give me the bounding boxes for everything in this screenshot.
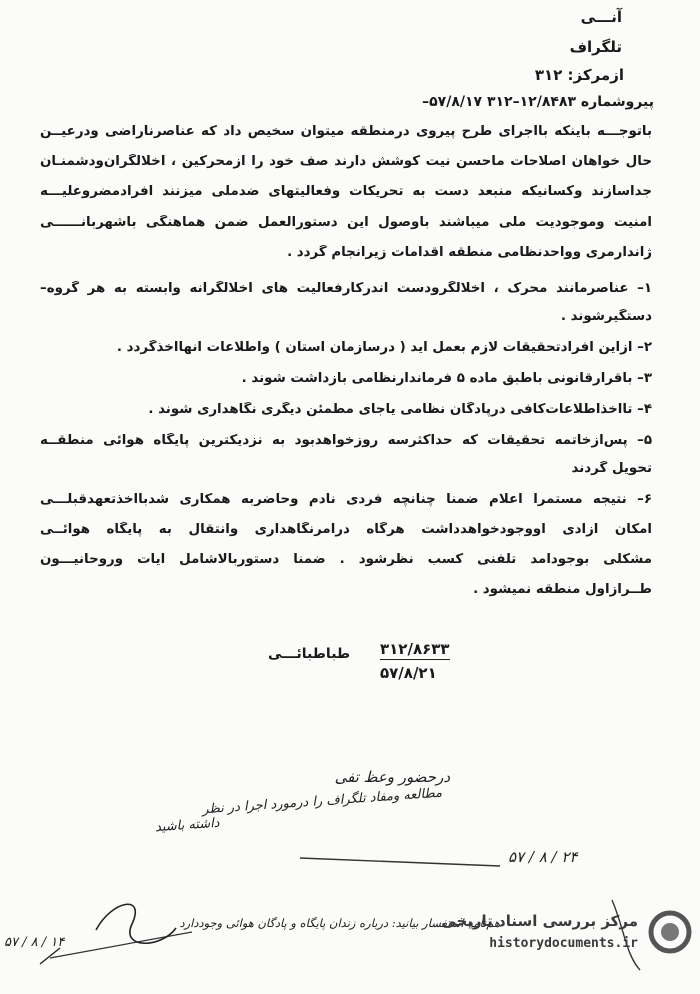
archive-logo-icon	[648, 910, 692, 954]
list-item-6-cont: مشکلی بوجودآمد تلفنی کسب نظرشود . ضمناً دستوربالاشامل آیات وروحانیـــون	[40, 552, 652, 567]
handwritten-bottom-date: ۱۴ / ۸ / ۵۷	[4, 935, 65, 950]
list-item-5-cont: تحویل گردند	[571, 461, 652, 476]
watermark-url: historydocuments.ir	[489, 936, 638, 951]
signature-date: ۵۷/۸/۲۱	[380, 664, 437, 682]
watermark-title: مرکز بررسی اسناد تاریخی	[441, 912, 638, 930]
intro-line: جداسازند وکسانیکه منبعد دست به تحریکات وفعالیتهای ضدملی میزنند افرادمضروعلیـــه	[40, 184, 652, 199]
document-type: تلگراف	[569, 38, 622, 56]
sender-center: ازمرکز: ۳۱۲	[534, 66, 624, 84]
list-item-6-cont: طــرازاول منطقه نمیشود .	[473, 582, 652, 597]
intro-line: ژاندارمری وواحدنظامی منطقه اقدامات زیرانجام گردد .	[287, 245, 652, 260]
list-item-1: ۱– عناصرمانند محرک ، اخلالگرودست اندرکارفعالیت های اخلالگرانه وابسته به هر گروه–	[40, 281, 652, 296]
intro-line: حال خواهان اصلاحات ماحسن نیت کوشش دارند صف خود را ازمحرکین ، اخلالگران‌ودشمنـان	[40, 154, 652, 169]
handwritten-date: ۲۴ / ۸ / ۵۷	[508, 848, 578, 866]
signature-number: ۳۱۲/۸۶۳۳	[380, 640, 450, 658]
handwritten-note-line: داشته باشید	[155, 815, 221, 836]
intro-line: باتوجـــه باینکه بااجرای طرح پیروی درمنطقه میتوان سخیص داد که عناصرناراضی ودرعیــن	[40, 124, 652, 139]
urgency-label: آنـــی	[580, 8, 622, 26]
signatory-name: طباطبائـــی	[268, 646, 351, 662]
handwritten-bottom-note: هم‌نامه استفسار بیانید: درباره زندان پایگاه و پادگان هوائی وجوددارد	[179, 916, 500, 930]
list-item-6-cont: امکان آزادی اووجودخواهدداشت هرگاه درامرنگاهداری وانتقال به پایگاه هوائــی	[40, 522, 652, 537]
handwritten-note-line: مطالعه ومفاد تلگراف را درمورد اجرا در نظر	[201, 785, 443, 818]
list-item-3: ۳– باقرارقانونی باطبق ماده ۵ فرماندارنظامی بازداشت شوند .	[241, 371, 652, 386]
intro-line: امنیت وموجودیت ملی میباشند باوصول این دستورالعمل ضمن هماهنگی باشهربانــــــی	[40, 215, 652, 230]
list-item-5: ۵– پس‌ازخاتمه تحقیقات که حداکثرسه روزخواهدبود به نزدیکترین پایگاه هوائی منطقــه	[40, 433, 652, 448]
handwritten-note-line: درحضور وعظ تفی	[334, 768, 450, 786]
list-item-4: ۴– تااخذاطلاعات‌کافی درپادگان نظامی یاجای مطمئن دیگری نگاهداری شوند .	[148, 402, 652, 417]
reference-number: پیروشماره ۱۲/۸۴۸۳–۳۱۲ ۵۷/۸/۱۷–	[422, 94, 654, 110]
list-item-2: ۲– ازاین افرادتحقیقات لازم بعمل آید ( درسازمان استان ) واطلاعات آنهااخذگردد .	[116, 340, 652, 355]
list-item-1-cont: دستگیرشوند .	[560, 309, 652, 324]
list-item-6: ۶– نتیجه مستمراً اعلام ضمناً چنانچه فردی نادم وحاضربه همکاری شدبااخذتعهدقبلـــی	[40, 492, 652, 507]
